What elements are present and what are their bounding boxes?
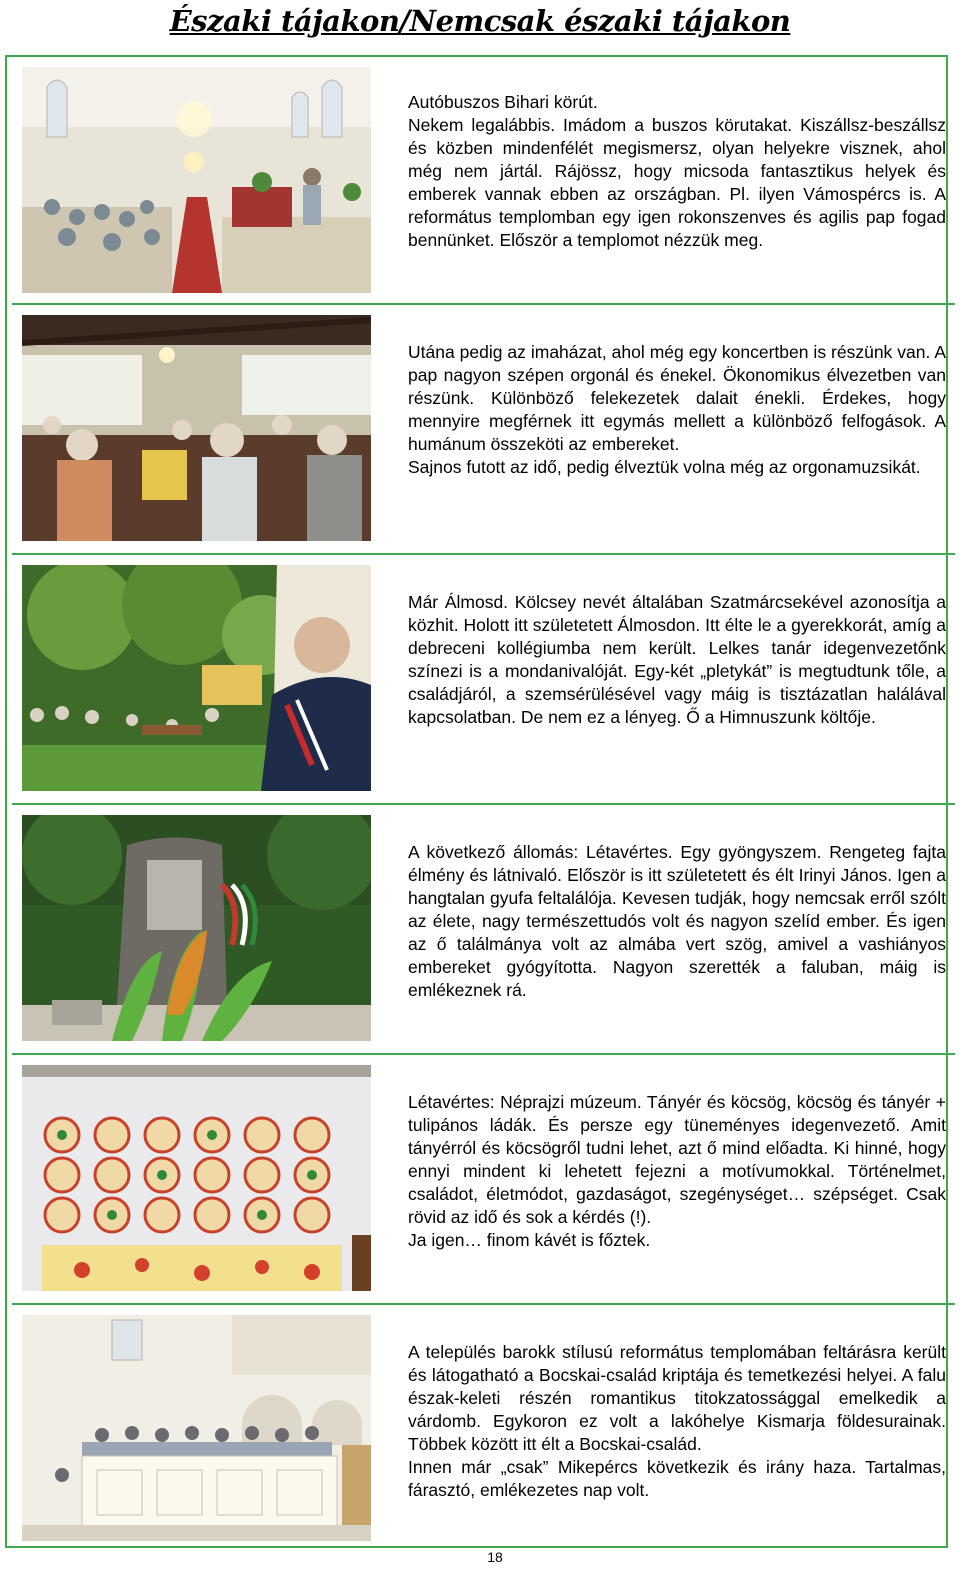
article-section [12, 805, 955, 1055]
garden-guide-photo [22, 565, 371, 791]
paragraph: A település barokk stílusú református templomában feltárásra került és látogatható a Bocskai-család kriptája és temetkezési helyei. A falu észak-keleti részén romantikus titokzatossággal emelkedik a várdomb. Egykoron ez volt a lakóhelye Kismarja földesurainak. Többek között itt élt a Bocskai-család. [408, 1342, 946, 1454]
section-text [408, 91, 946, 252]
church-interior-illustration [22, 67, 371, 293]
content-frame [5, 55, 948, 1548]
paragraph: Létavértes: Néprajzi múzeum. Tányér és köcsög, köcsög és tányér + tulipános ládák. És persze egy tüneményes idegenvezető. Amit tányérról és köcsögről tudni lehet, azt ő mind előadta. Ki hinné, hogy ennyi mindent ki lehetett fejezni a motívumokkal. Történelmet, családot, életmódot, gazdaságot, szegénységet… szépséget. Csak rövid az idő és sok a kérdés (!). [408, 1092, 946, 1227]
paragraph: Nekem legalábbis. Imádom a buszos körutakat. Kiszállsz-beszállsz és közben mindenfélét megismersz, olyan helyekre visznek, ahol még nem jártál. Rájössz, hogy micsoda fantasztikus helyek és emberek vannak ebben az országban. Pl. ilyen Vámospércs is. A református templomban egy igen rokonszenves és agilis pap fogad bennünket. Először a templomot nézzük meg. [408, 115, 946, 250]
painted-plates-photo [22, 1065, 371, 1291]
paragraph: Sajnos futott az idő, pedig élveztük volna még az orgonamuzsikát. [408, 457, 921, 477]
paragraph: A következő állomás: Létavértes. Egy gyöngyszem. Rengeteg fajta élmény és látnivaló. Először is itt születetett és élt Irinyi János. Igen a hangtalan gyufa feltalálója. Kevesen tudják, hogy nemcsak erről szólt az élete, nagy természettudós volt és nagyon szelíd ember. És igen az ő találmánya volt az almába vert szög, amivel a vashiányos embereket gyógyította. Nagyon szerették a faluban, máig is emlékeznek rá. [408, 842, 946, 1000]
section-text [408, 341, 946, 479]
paragraph: Autóbuszos Bihari körút. [408, 92, 598, 112]
memorial-stone-photo [22, 815, 371, 1041]
section-text [408, 841, 946, 1002]
article-section [12, 1055, 955, 1305]
church-interior-photo [22, 67, 371, 293]
baroque-church-illustration [22, 1315, 371, 1541]
paragraph: Innen már „csak” Mikepércs következik és irány haza. Tartalmas, fárasztó, emlékezetes nap volt. [408, 1457, 946, 1500]
garden-guide-illustration [22, 565, 371, 791]
baroque-church-photo [22, 1315, 371, 1541]
article-section [12, 1305, 955, 1550]
section-text [408, 1341, 946, 1502]
page-header [0, 0, 960, 52]
paragraph: Utána pedig az imaházat, ahol még egy koncertben is részünk van. A pap nagyon szépen orgonál és énekel. Ökonomikus élvezetben van részünk. Különböző felekezetek dalait énekli. Érdekes, hogy mennyire megférnek itt egymás mellett a különböző felfogások. A humánum összeköti az embereket. [408, 342, 946, 454]
prayer-house-photo [22, 315, 371, 541]
section-text [408, 1091, 946, 1252]
paragraph: Már Álmosd. Kölcsey nevét általában Szatmárcsekével azonosítja a közhit. Holott itt születetett Álmosdon. Itt élte le a gyerekkorát, amíg a debreceni kollégiumba nem került. Lelkes tanár idegenvezetőnk színezi is a mondanivalóját. Egy-két „pletykát” is megtudtunk tőle, a családjáról, a szemsérülésével vagy máig is tisztázatlan halálával kapcsolatban. De nem ez a lényeg. Ő a Himnuszunk költője. [408, 592, 946, 727]
prayer-house-illustration [22, 315, 371, 541]
page-title: Északi tájakon/Nemcsak északi tájakon [169, 4, 791, 38]
page-number: 18 [487, 1549, 503, 1565]
section-text [408, 591, 946, 729]
memorial-stone-illustration [22, 815, 371, 1041]
article-section [12, 305, 955, 555]
article-section [12, 555, 955, 805]
painted-plates-illustration [22, 1065, 371, 1291]
paragraph: Ja igen… finom kávét is főztek. [408, 1230, 651, 1250]
article-section [12, 57, 955, 305]
